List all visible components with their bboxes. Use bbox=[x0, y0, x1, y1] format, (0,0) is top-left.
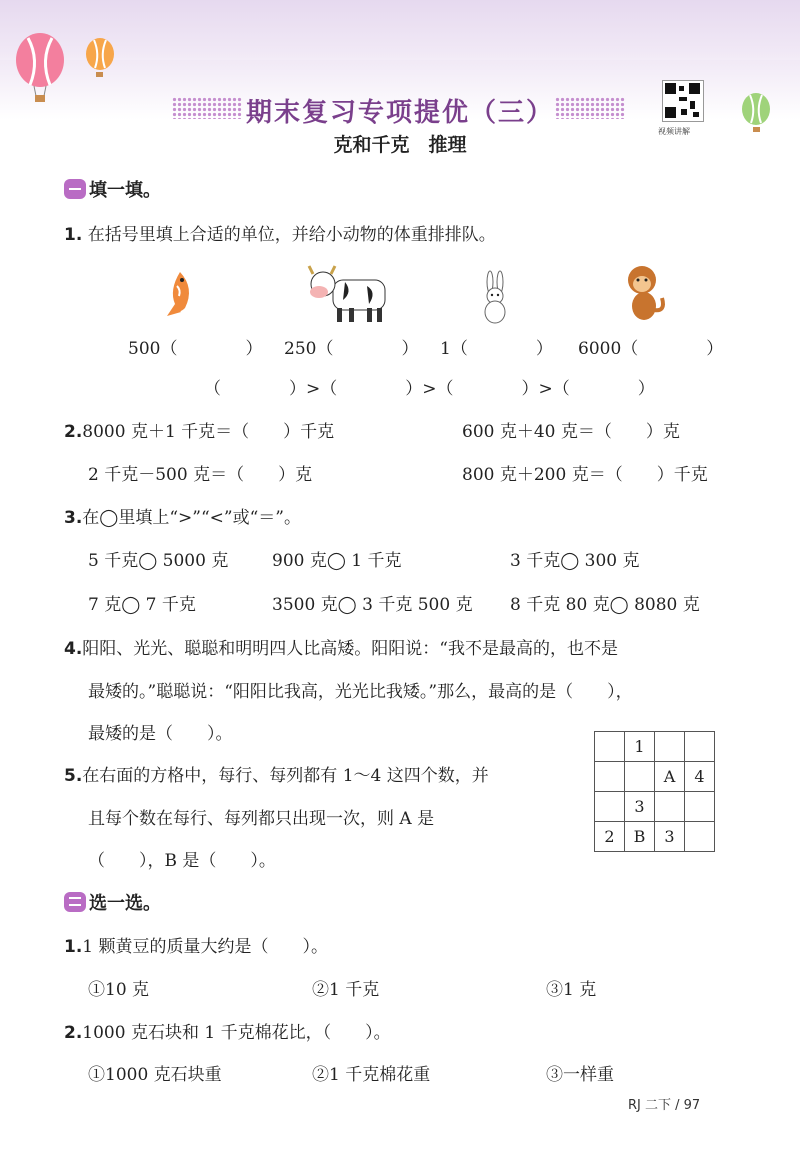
qr-code-icon[interactable] bbox=[662, 80, 704, 122]
question-1-3: 3.在◯里填上“>”“<”或“＝”。 bbox=[64, 508, 301, 528]
cow-icon bbox=[305, 262, 395, 327]
page-subtitle: 克和千克 推理 bbox=[333, 134, 467, 156]
blank-fish[interactable]: 500（ ） bbox=[128, 339, 263, 359]
grid-cell bbox=[595, 732, 625, 762]
compare-item[interactable]: 3 千克◯ 300 克 bbox=[510, 551, 640, 571]
question-1-5: 5.在右面的方格中，每行、每列都有 1～4 这四个数，并 bbox=[64, 766, 489, 786]
question-1-2: 2.8000 克＋1 千克＝（ ）千克 bbox=[64, 422, 335, 442]
section-number-badge bbox=[64, 179, 86, 199]
compare-item[interactable]: 8 千克 80 克◯ 8080 克 bbox=[510, 595, 700, 615]
question-1-4: 4.阳阳、光光、聪聪和明明四人比高矮。阳阳说：“我不是最高的，也不是 bbox=[64, 639, 618, 659]
compare-item[interactable]: 900 克◯ 1 千克 bbox=[272, 551, 402, 571]
grid-cell bbox=[625, 762, 655, 792]
blank-cow[interactable]: 250（ ） bbox=[284, 339, 419, 359]
page-footer: RJ 二下 / 97 bbox=[628, 1098, 701, 1113]
number-grid bbox=[594, 731, 715, 852]
page-title: 期末复习专项提优（三） bbox=[245, 98, 554, 128]
grid-cell bbox=[685, 732, 715, 762]
question-1-2-c[interactable]: 2 千克－500 克＝（ ）克 bbox=[88, 465, 313, 485]
grid-cell: B bbox=[625, 822, 655, 852]
question-2-1: 1.1 颗黄豆的质量大约是（ ）。 bbox=[64, 937, 329, 957]
compare-item[interactable]: 7 克◯ 7 千克 bbox=[88, 595, 196, 615]
grid-cell: A bbox=[655, 762, 685, 792]
option-item[interactable]: ③1 克 bbox=[546, 980, 597, 1000]
option-item[interactable]: ①1000 克石块重 bbox=[88, 1065, 222, 1085]
grid-cell bbox=[595, 792, 625, 822]
grid-cell bbox=[595, 762, 625, 792]
section-2-title: 选一选。 bbox=[89, 893, 161, 914]
question-1-4-line2[interactable]: 最矮的。”聪聪说：“阳阳比我高，光光比我矮。”那么，最高的是（ ）， bbox=[88, 682, 633, 702]
section-1-heading bbox=[64, 176, 161, 202]
question-1-2-d[interactable]: 800 克＋200 克＝（ ）千克 bbox=[462, 465, 708, 485]
option-item[interactable]: ③一样重 bbox=[546, 1065, 614, 1085]
question-1-4-line3[interactable]: 最矮的是（ ）。 bbox=[88, 724, 233, 744]
compare-item[interactable]: 3500 克◯ 3 千克 500 克 bbox=[272, 595, 473, 615]
section-number-badge bbox=[64, 892, 86, 912]
compare-item[interactable]: 5 千克◯ 5000 克 bbox=[88, 551, 229, 571]
grid-cell: 3 bbox=[625, 792, 655, 822]
monkey-icon bbox=[620, 262, 670, 324]
question-1-5-line2: 且每个数在每行、每列都只出现一次，则 A 是 bbox=[88, 809, 435, 829]
question-2-2: 2.1000 克石块和 1 千克棉花比，（ ）。 bbox=[64, 1023, 391, 1043]
section-1-title: 填一填。 bbox=[89, 180, 161, 201]
option-item[interactable]: ②1 千克 bbox=[312, 980, 380, 1000]
grid-cell bbox=[655, 732, 685, 762]
grid-cell bbox=[655, 792, 685, 822]
rabbit-icon bbox=[478, 270, 514, 326]
option-item[interactable]: ①10 克 bbox=[88, 980, 150, 1000]
grid-cell: 2 bbox=[595, 822, 625, 852]
grid-cell: 3 bbox=[655, 822, 685, 852]
qr-label: 视频讲解 bbox=[658, 127, 690, 136]
question-1-5-line3[interactable]: （ ），B 是（ ）。 bbox=[88, 851, 276, 871]
blank-rabbit[interactable]: 1（ ） bbox=[440, 339, 553, 359]
grid-cell: 1 bbox=[625, 732, 655, 762]
grid-cell: 4 bbox=[685, 762, 715, 792]
fish-icon bbox=[155, 268, 205, 320]
grid-cell bbox=[685, 792, 715, 822]
weight-order-blanks[interactable]: （ ）>（ ）>（ ）>（ ） bbox=[204, 379, 655, 399]
option-item[interactable]: ②1 千克棉花重 bbox=[312, 1065, 431, 1085]
grid-cell bbox=[685, 822, 715, 852]
blank-monkey[interactable]: 6000（ ） bbox=[578, 339, 724, 359]
question-1-2-b[interactable]: 600 克＋40 克＝（ ）克 bbox=[462, 422, 680, 442]
section-2-heading bbox=[64, 889, 161, 915]
question-1-1: 1. 在括号里填上合适的单位，并给小动物的体重排排队。 bbox=[64, 225, 496, 245]
